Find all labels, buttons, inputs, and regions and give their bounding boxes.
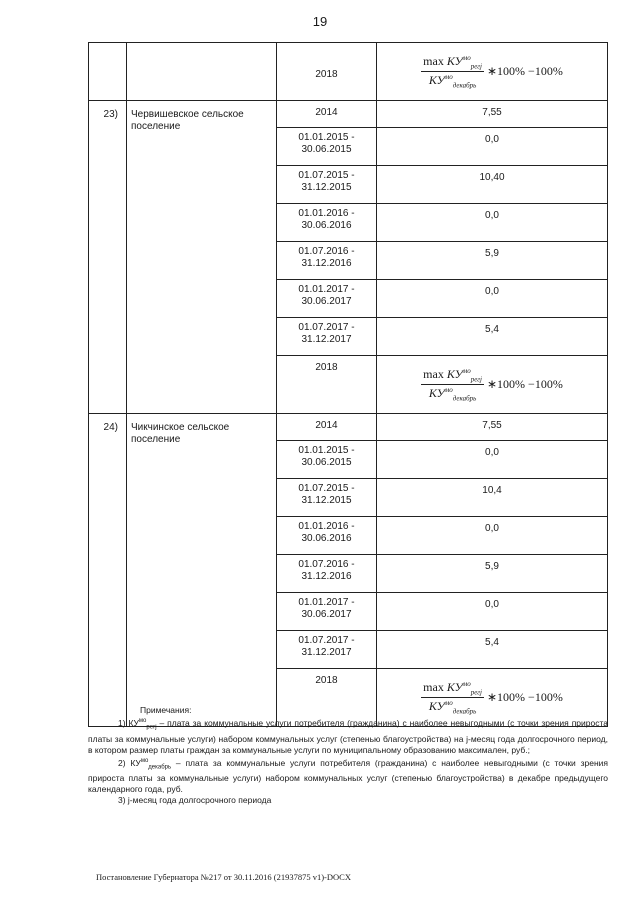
period-cell: 01.07.2016 - 31.12.2016 xyxy=(277,242,377,280)
period-cell: 01.07.2016 - 31.12.2016 xyxy=(277,555,377,593)
period-cell: 2014 xyxy=(277,101,377,128)
period-cell: 01.07.2017 - 31.12.2017 xyxy=(277,318,377,356)
number-cell xyxy=(89,43,127,101)
value-cell: 0,0 xyxy=(377,517,608,555)
formula-cell xyxy=(377,43,608,101)
formula: $\max КУ^{мо}_{pегj}$ $КУ^{мо}_{декабрь}$ ∗100% −100% xyxy=(423,366,563,403)
value-cell: 0,0 xyxy=(377,280,608,318)
table-row xyxy=(89,101,608,128)
period-cell: 01.01.2015 - 30.06.2015 xyxy=(277,441,377,479)
value-cell: 5,4 xyxy=(377,318,608,356)
period-cell: 01.07.2015 - 31.12.2015 xyxy=(277,479,377,517)
period-cell: 01.01.2016 - 30.06.2016 xyxy=(277,204,377,242)
note-1-sup: мо xyxy=(138,718,147,724)
formula: $\max КУ^{мо}_{pегj}$ $КУ^{мо}_{декабрь}$ ∗100% −100% xyxy=(423,679,563,716)
value-cell: 5,9 xyxy=(377,242,608,280)
name-cell xyxy=(127,43,277,101)
value-cell: 0,0 xyxy=(377,204,608,242)
note-1-symbol: 1) КУ xyxy=(118,717,139,728)
table-row xyxy=(89,43,608,101)
note-1 xyxy=(88,716,608,756)
value-cell: 0,0 xyxy=(377,441,608,479)
notes xyxy=(88,705,608,806)
note-2 xyxy=(88,756,608,796)
period-cell: 01.07.2017 - 31.12.2017 xyxy=(277,631,377,669)
note-2-symbol: 2) КУ xyxy=(118,757,141,768)
period-cell: 01.01.2016 - 30.06.2016 xyxy=(277,517,377,555)
period-cell: 01.01.2015 - 30.06.2015 xyxy=(277,128,377,166)
settlement-name: Чикчинское сельское поселение xyxy=(127,414,277,727)
note-1-text: – плата за коммунальные услуги потребителя (гражданина) с наиболее невыгодными (с точки зрения прироста платы за коммунальные услуги) набором коммунальных услуг (степенью благоустройства) на j-месяц года долгосрочного период, в котором размер платы граждан за коммунальные услуги по муниципальному образованию максимален, руб.; xyxy=(88,717,608,755)
formula-cell xyxy=(377,356,608,414)
value-cell: 0,0 xyxy=(377,128,608,166)
period-cell: 01.07.2015 - 31.12.2015 xyxy=(277,166,377,204)
period-cell: 2018 xyxy=(277,43,377,101)
value-cell: 10,4 xyxy=(377,479,608,517)
period-cell: 2018 xyxy=(277,356,377,414)
formula: $\max КУ^{мо}_{pегj}$ $КУ^{мо}_{декабрь}$ ∗100% −100% xyxy=(423,53,563,90)
value-cell: 5,4 xyxy=(377,631,608,669)
period-cell: 01.01.2017 - 30.06.2017 xyxy=(277,593,377,631)
settlement-number: 23) xyxy=(89,101,127,414)
note-1-sub: pегj xyxy=(146,724,157,731)
note-3: 3) j-месяц года долгосрочного периода xyxy=(118,795,272,806)
settlement-name: Червишевское сельское поселение xyxy=(127,101,277,414)
settlement-number: 24) xyxy=(89,414,127,727)
value-cell: 0,0 xyxy=(377,593,608,631)
note-2-text: – плата за коммунальные услуги потребителя (гражданина) с наиболее невыгодными (с точки зрения прироста платы за коммунальные услуги) набором коммунальных услуг (степенью благоустройства) в декабре предыдущего календарного года, руб. xyxy=(88,757,608,795)
notes-heading: Примечания: xyxy=(140,705,192,715)
note-2-sub: декабрь xyxy=(148,764,172,771)
table-row xyxy=(89,414,608,441)
note-2-sup: мо xyxy=(140,757,149,764)
tariff-table xyxy=(88,42,608,727)
value-cell: 7,55 xyxy=(377,101,608,128)
period-cell: 2014 xyxy=(277,414,377,441)
value-cell: 7,55 xyxy=(377,414,608,441)
period-cell: 2018 xyxy=(277,669,377,727)
value-cell: 10,40 xyxy=(377,166,608,204)
document-footer: Постановление Губернатора №217 от 30.11.2016 (21937875 v1)-DOCX xyxy=(96,872,351,882)
page-number: 19 xyxy=(312,14,328,29)
value-cell: 5,9 xyxy=(377,555,608,593)
period-cell: 01.01.2017 - 30.06.2017 xyxy=(277,280,377,318)
